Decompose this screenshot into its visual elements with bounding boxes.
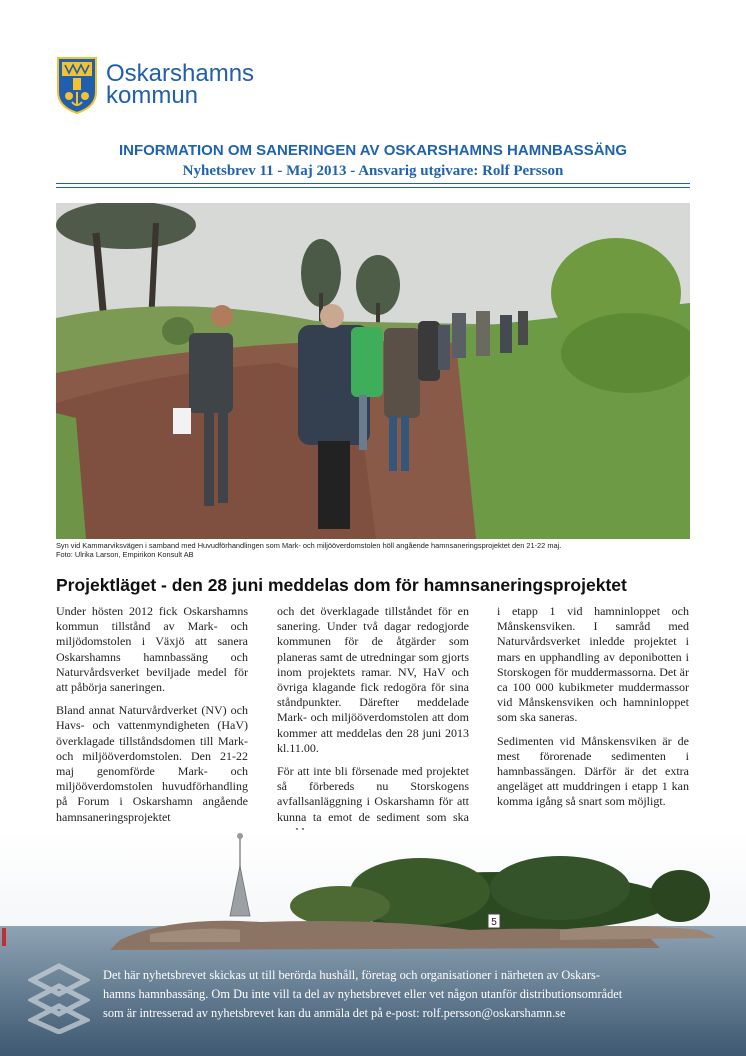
knot-pattern-icon [28, 962, 90, 1034]
header-divider [56, 183, 690, 184]
logo-name-line1: Oskarshamns [106, 60, 255, 87]
header-divider-thin [56, 187, 690, 188]
newsletter-subtitle: Nyhetsbrev 11 - Maj 2013 - Ansvarig utgivare: Rolf Persson [182, 163, 564, 179]
paragraph: Under hösten 2012 fick Oskarshamns kommun tillstånd av Mark- och miljödomstolen i Växjö att sanera Oskarshamns hamnbassäng och Naturvårdsverket beviljade medel för att påbörja saneringen. [56, 604, 248, 695]
caption-credit: Foto: Ulrika Larson, Empirikon Konsult AB [56, 550, 194, 559]
logo-name-line2: kommun [106, 82, 199, 109]
footer-line: hamns hamnbassäng. Om Du inte vill ta del av nyhetsbrevet eller vet någon utanför distributionsområdet [103, 987, 623, 1001]
article-column-3 [497, 604, 689, 818]
paragraph: Sedimenten vid Månskensviken är de mest förorenade sedimenten i hamnbassängen. Därför är det extra angeläget att muddringen i etapp 1 kan komma igång så snart som möjligt. [497, 733, 689, 809]
caption-text: Syn vid Kammarviksvägen i samband med Huvudförhandlingen som Mark- och miljööverdomstolen höll angående hamnsaneringsprojektet den 21-22 maj. [56, 541, 562, 550]
paragraph: Bland annat Naturvårdverket (NV) och Havs- och vattenmyndigheten (HaV) överklagade tillståndsdomen till Mark- och miljööverdomstolen. Den 21-22 maj genomförde Mark- och miljööverdomstolen huvudförhandling på Forum i Oskarshamn angående hamnsaneringsprojektet [56, 703, 248, 824]
article-column-1 [56, 604, 248, 833]
page-title: INFORMATION OM SANERINGEN AV OSKARSHAMNS HAMNBASSÄNG [118, 142, 628, 159]
footer-line: som är intresserad av nyhetsbrevet kan du anmäla det på e-post: rolf.persson@oskarshamn.se [103, 1006, 566, 1020]
coat-of-arms-icon [56, 56, 98, 114]
paragraph: i etapp 1 vid hamninloppet och Månskensviken. I samråd med Naturvårdsverket inledde projektet i mars en upphandling av deponibotten i Storskogen för muddermassorna. Det är ca 100 000 kubikmeter muddermassor vid Månskensviken och hamninloppet som ska saneras. [497, 604, 689, 725]
paragraph: För att inte bli försenade med projektet så förbereds nu Storskogens avfallsanläggning i Oskarshamn för att kunna ta emot de sediment som ska [277, 764, 469, 824]
footer-line: Det här nyhetsbrevet skickas ut till berörda hushåll, företag och organisationer i närheten av Oskars- [103, 968, 600, 982]
channel-marker-number: 5 [491, 917, 497, 928]
footer-notice [103, 966, 713, 1023]
article-heading: Projektläget - den 28 juni meddelas dom för hamnsaneringsprojektet [56, 575, 627, 595]
article-column-2 [277, 604, 469, 848]
photo-caption [56, 541, 696, 559]
paragraph: och det överklagade tillståndet för en sanering. Under två dagar redogjorde kommunen för de åtgärder som planeras samt de utredningar som gjorts inom projektets ramar. NV, HaV och övriga klagande fick redogöra för sina ståndpunkter. Därefter meddelade Mark- och miljööverdomstolen att dom kommer att meddelas den 28 juni 2013 kl.11.00. [277, 604, 469, 755]
site-visit-photo [56, 203, 690, 539]
municipality-logo [56, 56, 254, 114]
